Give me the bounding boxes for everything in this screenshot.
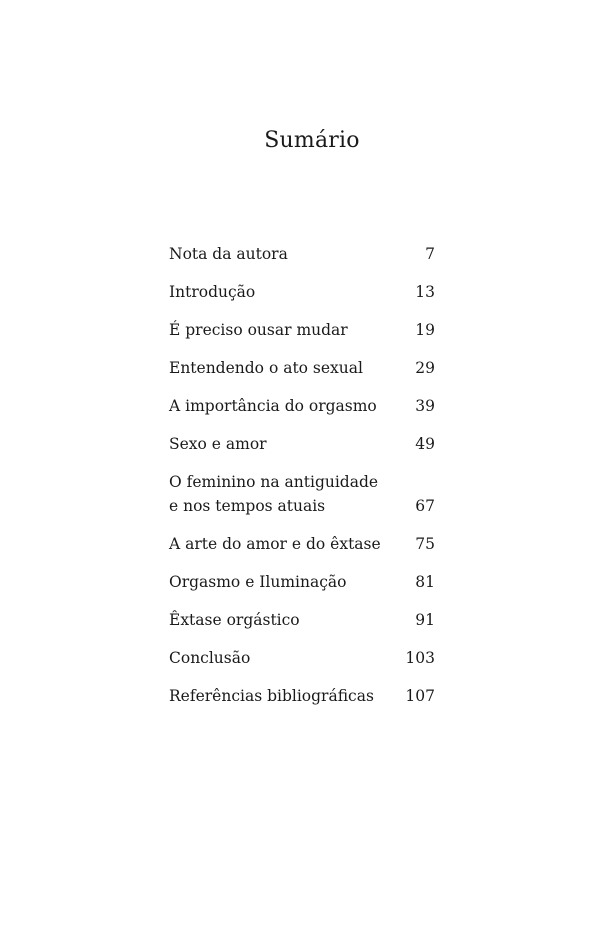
toc-entry-page: 91 <box>415 611 435 629</box>
toc-entry <box>169 242 435 266</box>
toc-entry-page: 49 <box>415 435 435 453</box>
toc-entry-title: Introdução <box>169 283 256 301</box>
toc-entry-title: Nota da autora <box>169 245 288 263</box>
toc-entry-page: 13 <box>415 283 435 301</box>
toc-entry-title: O feminino na antiguidade e nos tempos atuais <box>169 473 379 515</box>
toc-entry-title: Êxtase orgástico <box>169 611 300 629</box>
toc-entry-page: 81 <box>415 573 435 591</box>
table-of-contents <box>169 242 435 722</box>
toc-entry <box>169 532 435 556</box>
toc-entry-title: A arte do amor e do êxtase <box>169 535 381 553</box>
toc-entry-title: Orgasmo e Iluminação <box>169 573 347 591</box>
toc-entry <box>169 280 435 304</box>
toc-entry <box>169 570 435 594</box>
toc-entry-page: 75 <box>415 535 435 553</box>
toc-entry-title: Conclusão <box>169 649 251 667</box>
toc-entry-title: Entendendo o ato sexual <box>169 359 363 377</box>
toc-entry <box>169 684 435 708</box>
toc-entry-page: 103 <box>405 649 435 667</box>
toc-entry-title: Sexo e amor <box>169 435 267 453</box>
page-title: Sumário <box>264 128 360 153</box>
toc-entry-page: 19 <box>415 321 435 339</box>
toc-entry <box>169 470 435 518</box>
toc-entry-page: 67 <box>415 497 435 515</box>
toc-entry <box>169 318 435 342</box>
toc-entry <box>169 432 435 456</box>
toc-entry <box>169 608 435 632</box>
toc-entry-page: 107 <box>405 687 435 705</box>
toc-entry <box>169 394 435 418</box>
toc-entry-title: A importância do orgasmo <box>169 397 377 415</box>
toc-entry <box>169 646 435 670</box>
toc-entry-page: 7 <box>425 245 435 263</box>
toc-entry-title: É preciso ousar mudar <box>169 321 348 339</box>
toc-entry-page: 39 <box>415 397 435 415</box>
toc-entry-page: 29 <box>415 359 435 377</box>
toc-entry <box>169 356 435 380</box>
toc-entry-title: Referências bibliográficas <box>169 687 374 705</box>
